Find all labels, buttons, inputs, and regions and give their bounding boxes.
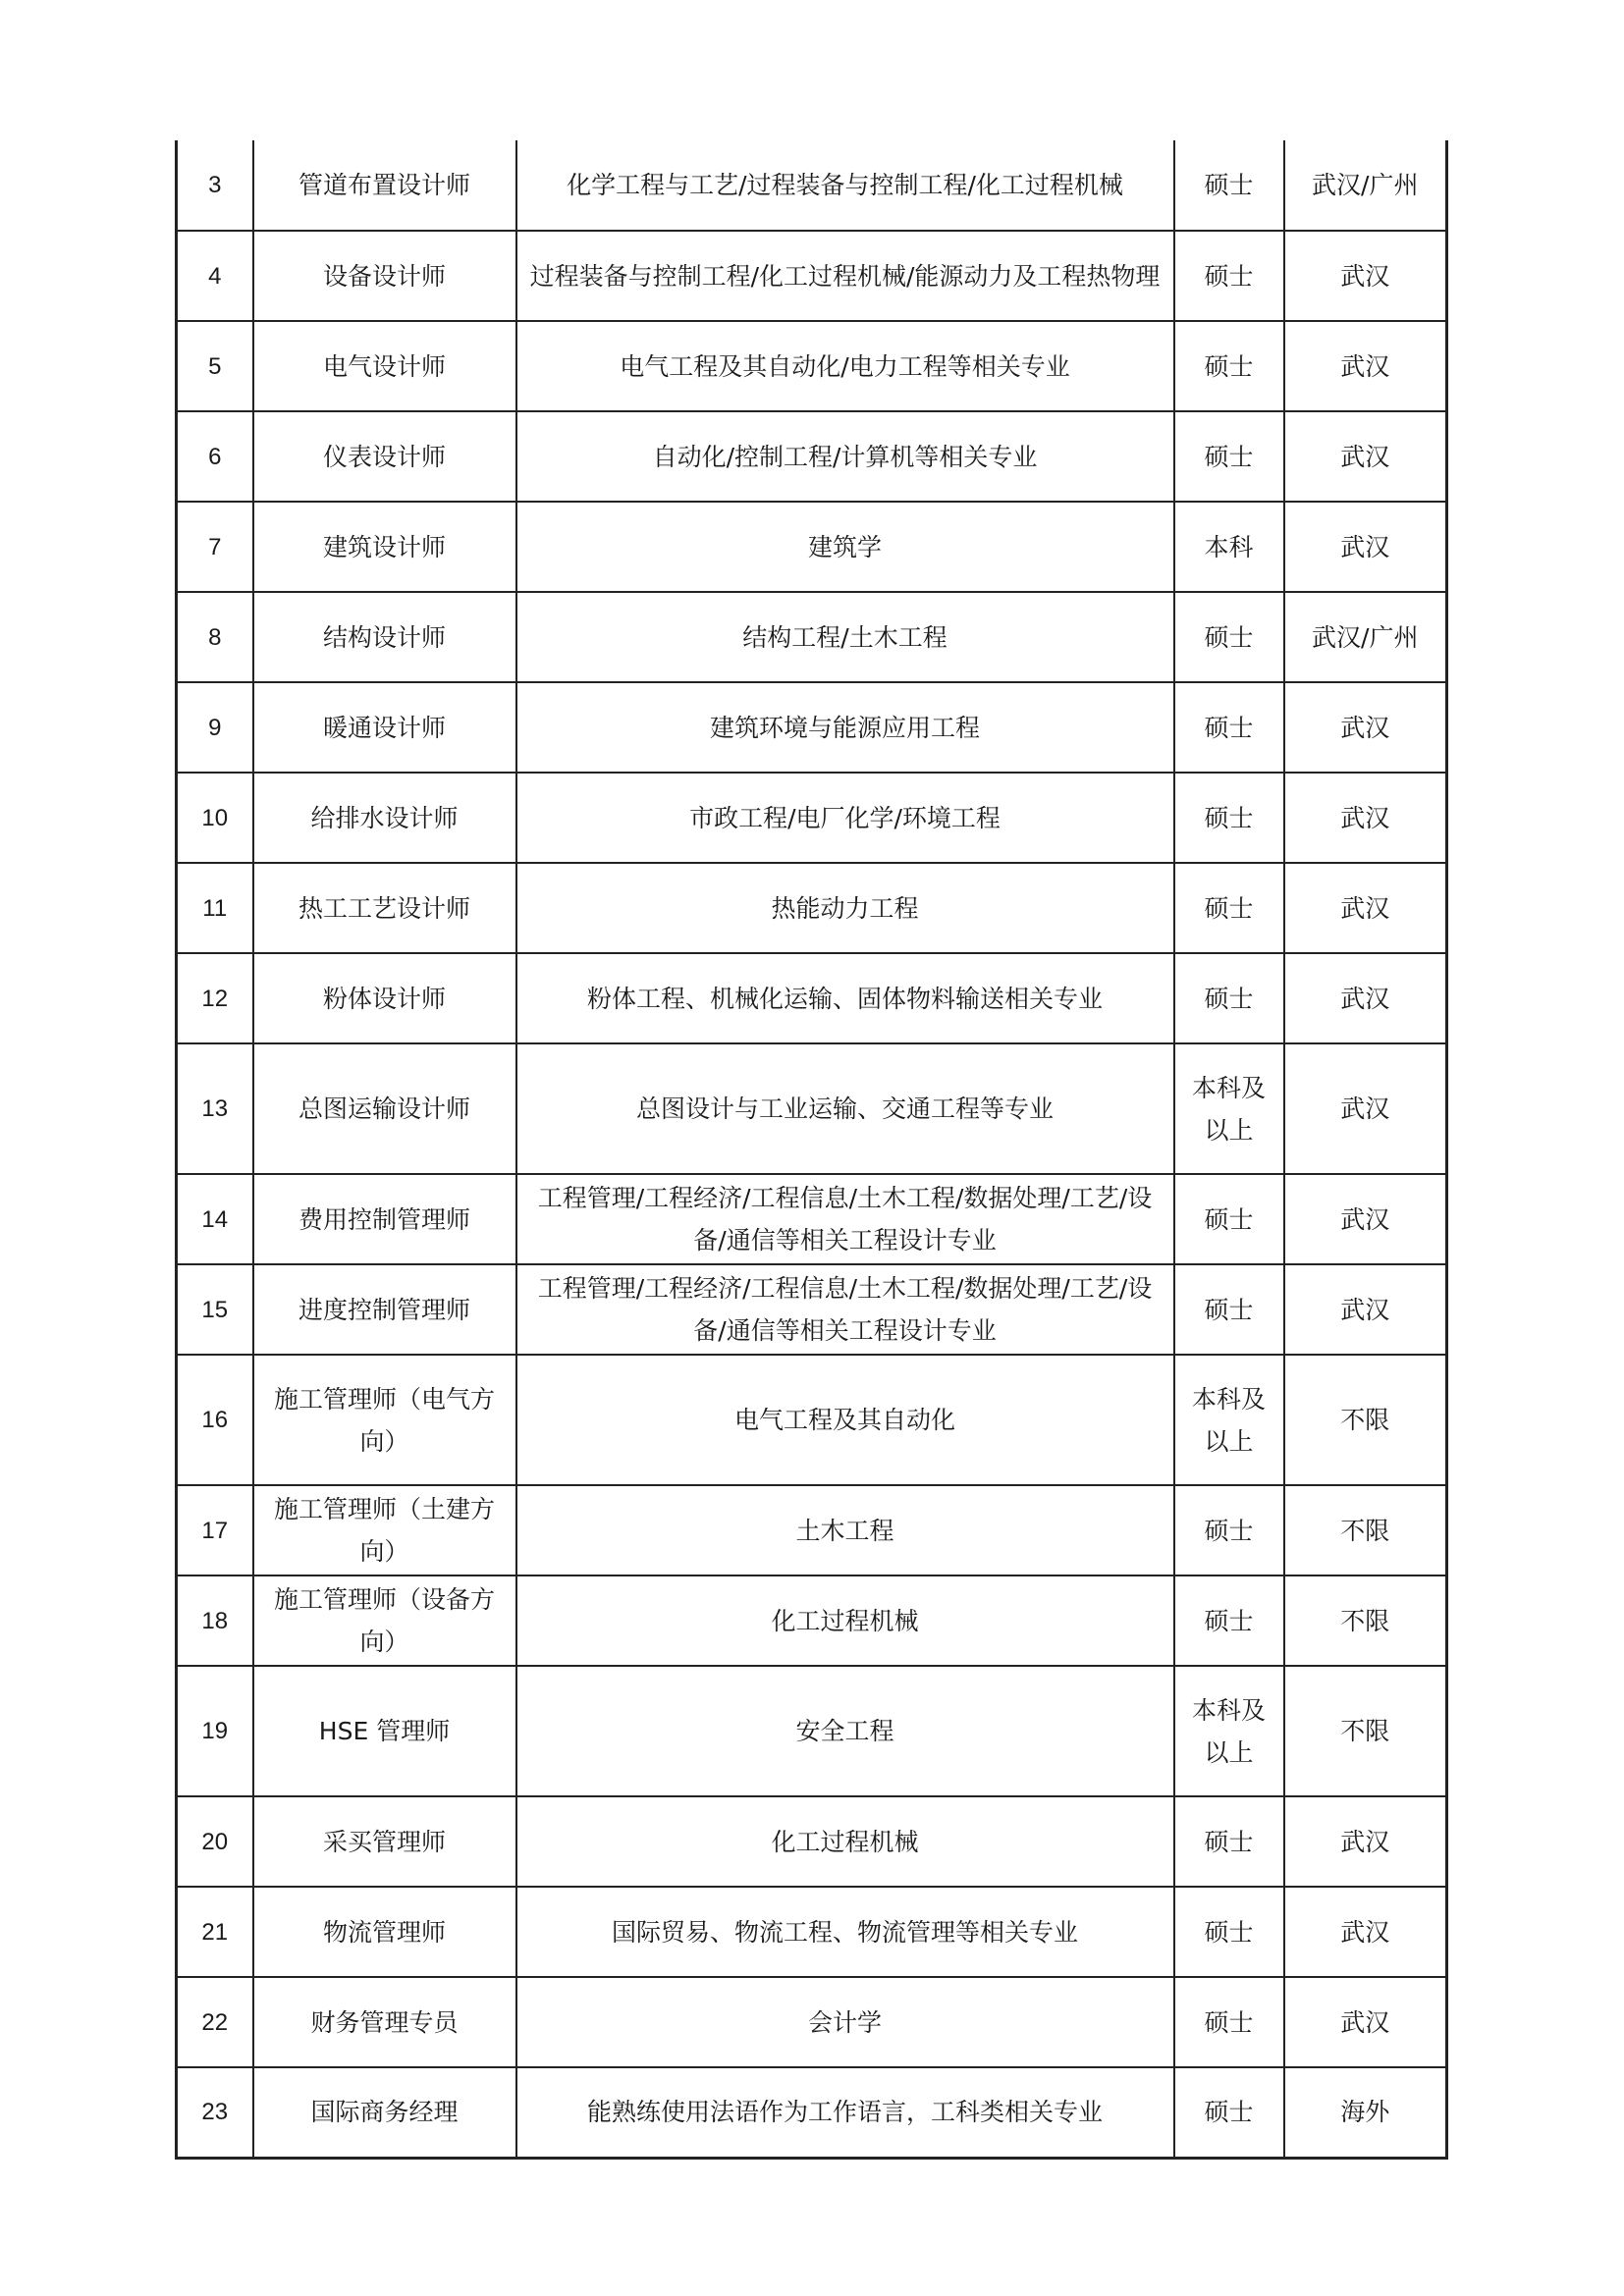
position-cell: 仪表设计师 bbox=[253, 411, 516, 502]
major-cell: 自动化/控制工程/计算机等相关专业 bbox=[516, 411, 1174, 502]
location-cell: 武汉 bbox=[1284, 231, 1447, 321]
table-row bbox=[177, 1043, 1447, 1174]
degree-cell: 硕士 bbox=[1174, 1796, 1284, 1887]
location-cell: 武汉 bbox=[1284, 1043, 1447, 1174]
major-cell: 会计学 bbox=[516, 1977, 1174, 2067]
major-cell: 建筑学 bbox=[516, 502, 1174, 592]
degree-cell: 硕士 bbox=[1174, 863, 1284, 953]
location-cell: 武汉 bbox=[1284, 502, 1447, 592]
table-row bbox=[177, 502, 1447, 592]
position-cell: 费用控制管理师 bbox=[253, 1174, 516, 1264]
row-number: 8 bbox=[177, 592, 253, 682]
row-number: 20 bbox=[177, 1796, 253, 1887]
major-cell: 化学工程与工艺/过程装备与控制工程/化工过程机械 bbox=[516, 140, 1174, 231]
row-number: 15 bbox=[177, 1264, 253, 1355]
degree-cell: 硕士 bbox=[1174, 953, 1284, 1043]
position-cell: 进度控制管理师 bbox=[253, 1264, 516, 1355]
degree-cell: 硕士 bbox=[1174, 773, 1284, 863]
location-cell: 武汉 bbox=[1284, 1174, 1447, 1264]
major-cell: 化工过程机械 bbox=[516, 1575, 1174, 1666]
degree-cell: 硕士 bbox=[1174, 140, 1284, 231]
position-cell: 管道布置设计师 bbox=[253, 140, 516, 231]
position-cell: 总图运输设计师 bbox=[253, 1043, 516, 1174]
degree-cell: 本科及以上 bbox=[1174, 1355, 1284, 1485]
row-number: 19 bbox=[177, 1666, 253, 1796]
location-cell: 武汉 bbox=[1284, 411, 1447, 502]
table-row bbox=[177, 1887, 1447, 1977]
position-cell: HSE 管理师 bbox=[253, 1666, 516, 1796]
major-cell: 建筑环境与能源应用工程 bbox=[516, 682, 1174, 773]
row-number: 13 bbox=[177, 1043, 253, 1174]
row-number: 9 bbox=[177, 682, 253, 773]
position-cell: 建筑设计师 bbox=[253, 502, 516, 592]
location-cell: 不限 bbox=[1284, 1575, 1447, 1666]
degree-cell: 硕士 bbox=[1174, 2067, 1284, 2158]
major-cell: 安全工程 bbox=[516, 1666, 1174, 1796]
table-row bbox=[177, 1977, 1447, 2067]
position-cell: 设备设计师 bbox=[253, 231, 516, 321]
row-number: 21 bbox=[177, 1887, 253, 1977]
location-cell: 不限 bbox=[1284, 1666, 1447, 1796]
table-body bbox=[177, 140, 1447, 2158]
row-number: 14 bbox=[177, 1174, 253, 1264]
table-row bbox=[177, 1575, 1447, 1666]
table-row bbox=[177, 1174, 1447, 1264]
row-number: 22 bbox=[177, 1977, 253, 2067]
position-cell: 国际商务经理 bbox=[253, 2067, 516, 2158]
major-cell: 土木工程 bbox=[516, 1485, 1174, 1575]
degree-cell: 硕士 bbox=[1174, 1485, 1284, 1575]
table-row bbox=[177, 773, 1447, 863]
table-row bbox=[177, 2067, 1447, 2158]
row-number: 18 bbox=[177, 1575, 253, 1666]
position-cell: 给排水设计师 bbox=[253, 773, 516, 863]
degree-cell: 本科及以上 bbox=[1174, 1666, 1284, 1796]
location-cell: 武汉 bbox=[1284, 863, 1447, 953]
position-cell: 施工管理师（设备方向） bbox=[253, 1575, 516, 1666]
table-row bbox=[177, 1796, 1447, 1887]
major-cell: 国际贸易、物流工程、物流管理等相关专业 bbox=[516, 1887, 1174, 1977]
location-cell: 武汉/广州 bbox=[1284, 140, 1447, 231]
location-cell: 不限 bbox=[1284, 1355, 1447, 1485]
row-number: 5 bbox=[177, 321, 253, 411]
major-cell: 过程装备与控制工程/化工过程机械/能源动力及工程热物理 bbox=[516, 231, 1174, 321]
table-row bbox=[177, 682, 1447, 773]
row-number: 17 bbox=[177, 1485, 253, 1575]
table-row bbox=[177, 1355, 1447, 1485]
position-cell: 电气设计师 bbox=[253, 321, 516, 411]
major-cell: 热能动力工程 bbox=[516, 863, 1174, 953]
position-cell: 物流管理师 bbox=[253, 1887, 516, 1977]
degree-cell: 硕士 bbox=[1174, 592, 1284, 682]
location-cell: 武汉 bbox=[1284, 682, 1447, 773]
degree-cell: 本科及以上 bbox=[1174, 1043, 1284, 1174]
job-requirements-table bbox=[175, 140, 1448, 2160]
position-cell: 施工管理师（土建方向） bbox=[253, 1485, 516, 1575]
degree-cell: 硕士 bbox=[1174, 1575, 1284, 1666]
row-number: 7 bbox=[177, 502, 253, 592]
row-number: 11 bbox=[177, 863, 253, 953]
table-row bbox=[177, 592, 1447, 682]
location-cell: 武汉 bbox=[1284, 1977, 1447, 2067]
major-cell: 电气工程及其自动化 bbox=[516, 1355, 1174, 1485]
degree-cell: 硕士 bbox=[1174, 1977, 1284, 2067]
row-number: 23 bbox=[177, 2067, 253, 2158]
position-cell: 财务管理专员 bbox=[253, 1977, 516, 2067]
position-cell: 施工管理师（电气方向） bbox=[253, 1355, 516, 1485]
table-row bbox=[177, 411, 1447, 502]
table-row bbox=[177, 140, 1447, 231]
table-row bbox=[177, 231, 1447, 321]
row-number: 6 bbox=[177, 411, 253, 502]
major-cell: 能熟练使用法语作为工作语言，工科类相关专业 bbox=[516, 2067, 1174, 2158]
major-cell: 粉体工程、机械化运输、固体物料输送相关专业 bbox=[516, 953, 1174, 1043]
row-number: 10 bbox=[177, 773, 253, 863]
table-row bbox=[177, 321, 1447, 411]
location-cell: 武汉 bbox=[1284, 953, 1447, 1043]
major-cell: 总图设计与工业运输、交通工程等专业 bbox=[516, 1043, 1174, 1174]
degree-cell: 硕士 bbox=[1174, 411, 1284, 502]
degree-cell: 硕士 bbox=[1174, 1174, 1284, 1264]
row-number: 4 bbox=[177, 231, 253, 321]
location-cell: 武汉 bbox=[1284, 321, 1447, 411]
major-cell: 化工过程机械 bbox=[516, 1796, 1174, 1887]
location-cell: 武汉 bbox=[1284, 773, 1447, 863]
position-cell: 暖通设计师 bbox=[253, 682, 516, 773]
location-cell: 不限 bbox=[1284, 1485, 1447, 1575]
degree-cell: 硕士 bbox=[1174, 682, 1284, 773]
position-cell: 热工工艺设计师 bbox=[253, 863, 516, 953]
degree-cell: 硕士 bbox=[1174, 1887, 1284, 1977]
row-number: 16 bbox=[177, 1355, 253, 1485]
position-cell: 采买管理师 bbox=[253, 1796, 516, 1887]
location-cell: 武汉 bbox=[1284, 1887, 1447, 1977]
major-cell: 市政工程/电厂化学/环境工程 bbox=[516, 773, 1174, 863]
location-cell: 海外 bbox=[1284, 2067, 1447, 2158]
table-row bbox=[177, 953, 1447, 1043]
table-row bbox=[177, 1666, 1447, 1796]
row-number: 3 bbox=[177, 140, 253, 231]
degree-cell: 本科 bbox=[1174, 502, 1284, 592]
table-row bbox=[177, 863, 1447, 953]
major-cell: 结构工程/土木工程 bbox=[516, 592, 1174, 682]
table-row bbox=[177, 1485, 1447, 1575]
table-row bbox=[177, 1264, 1447, 1355]
degree-cell: 硕士 bbox=[1174, 1264, 1284, 1355]
major-cell: 工程管理/工程经济/工程信息/土木工程/数据处理/工艺/设备/通信等相关工程设计专业 bbox=[516, 1174, 1174, 1264]
major-cell: 工程管理/工程经济/工程信息/土木工程/数据处理/工艺/设备/通信等相关工程设计专业 bbox=[516, 1264, 1174, 1355]
major-cell: 电气工程及其自动化/电力工程等相关专业 bbox=[516, 321, 1174, 411]
row-number: 12 bbox=[177, 953, 253, 1043]
location-cell: 武汉 bbox=[1284, 1264, 1447, 1355]
position-cell: 结构设计师 bbox=[253, 592, 516, 682]
position-cell: 粉体设计师 bbox=[253, 953, 516, 1043]
degree-cell: 硕士 bbox=[1174, 321, 1284, 411]
location-cell: 武汉 bbox=[1284, 1796, 1447, 1887]
location-cell: 武汉/广州 bbox=[1284, 592, 1447, 682]
degree-cell: 硕士 bbox=[1174, 231, 1284, 321]
